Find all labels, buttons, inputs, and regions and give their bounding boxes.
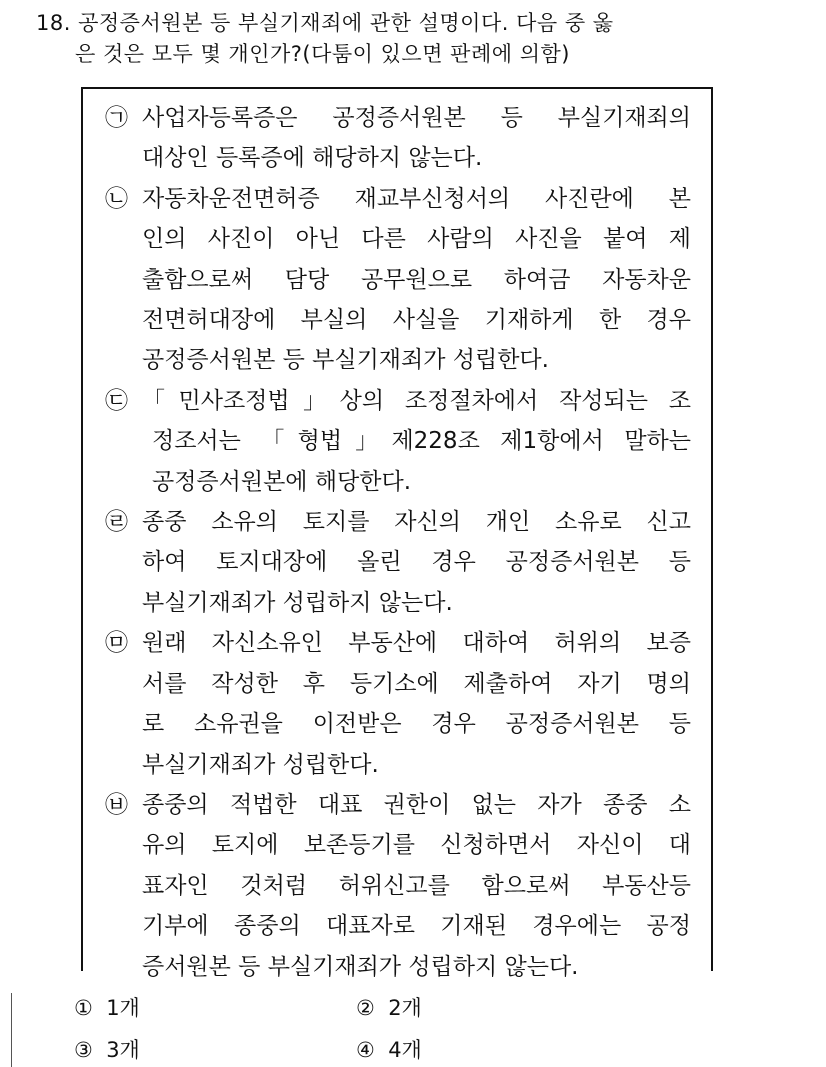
statement-item [105,502,691,623]
statement-line: 출함으로써 담당 공무원으로 하여금 자동차운 [142,266,691,293]
statement-line: 「민사조정법」상의 조정절차에서 작성되는 조 [142,387,691,414]
statement-marker: ㉠ [105,105,128,131]
answer-choice-3[interactable] [74,1034,140,1064]
answer-choice-2[interactable] [356,992,422,1022]
answer-choice-1[interactable] [74,992,140,1022]
statement-line: 대상인 등록증에 해당하지 않는다. [142,145,483,172]
statement-item [105,785,691,987]
statement-line: 부실기재죄가 성립한다. [142,751,379,778]
question-line-1 [36,8,796,39]
statement-line: 사업자등록증은 공정증서원본 등 부실기재죄의 [142,105,691,131]
statement-line: 부실기재죄가 성립하지 않는다. [142,589,453,616]
choice-label: 1개 [106,996,140,1020]
choice-marker: ① [74,996,93,1020]
statement-line: 공정증서원본에 해당한다. [152,468,412,495]
question-text-line-2: 은 것은 모두 몇 개인가?(다툼이 있으면 판례에 의함) [75,42,570,66]
question-text-line-1: 공정증서원본 등 부실기재죄에 관한 설명이다. 다음 중 옳 [78,11,614,35]
choice-marker: ③ [74,1038,93,1062]
statement-line: 로 소유권을 이전받은 경우 공정증서원본 등 [142,711,691,738]
choice-label: 3개 [106,1038,140,1062]
statement-line: 유의 토지에 보존등기를 신청하면서 자신이 대 [142,832,691,859]
statement-marker: ㉢ [105,387,128,414]
statement-line: 기부에 종중의 대표자로 기재된 경우에는 공정 [142,913,691,940]
answer-choice-4[interactable] [356,1034,422,1064]
statement-line: 원래 자신소유인 부동산에 대하여 허위의 보증 [142,630,691,657]
statement-marker: ㉣ [105,509,128,536]
question-number: 18. [36,11,71,35]
margin-rule [11,993,12,1067]
statement-line: 표자인 것처럼 허위신고를 함으로써 부동산등 [142,872,691,899]
statement-line: 자동차운전면허증 재교부신청서의 사진란에 본 [142,185,691,212]
choice-marker: ② [356,996,375,1020]
statement-marker: ㉥ [105,791,128,818]
statement-line: 종중 소유의 토지를 자신의 개인 소유로 신고 [142,509,691,536]
statement-item [105,623,691,785]
statement-marker: ㉡ [105,185,128,212]
statement-line: 공정증서원본 등 부실기재죄가 성립한다. [142,347,549,374]
statement-line: 정조서는 「형법」제228조 제1항에서 말하는 [152,428,691,455]
statement-line: 서를 작성한 후 등기소에 제출하여 자기 명의 [142,670,691,697]
statement-line: 하여 토지대장에 올린 경우 공정증서원본 등 [142,549,691,576]
statement-item [105,179,691,381]
statement-line: 전면허대장에 부실의 사실을 기재하게 한 경우 [142,307,691,334]
question-stem [36,8,796,70]
choice-label: 4개 [388,1038,422,1062]
choice-marker: ④ [356,1038,375,1062]
choice-label: 2개 [388,996,422,1020]
statement-line: 인의 사진이 아닌 다른 사람의 사진을 붙여 제 [142,226,691,253]
statement-item [105,381,691,502]
statement-item [105,98,691,179]
statement-marker: ㉤ [105,630,128,657]
statement-line: 종중의 적법한 대표 권한이 없는 자가 종중 소 [142,791,691,818]
statement-box [81,87,713,980]
statement-line: 증서원본 등 부실기재죄가 성립하지 않는다. [142,953,579,980]
